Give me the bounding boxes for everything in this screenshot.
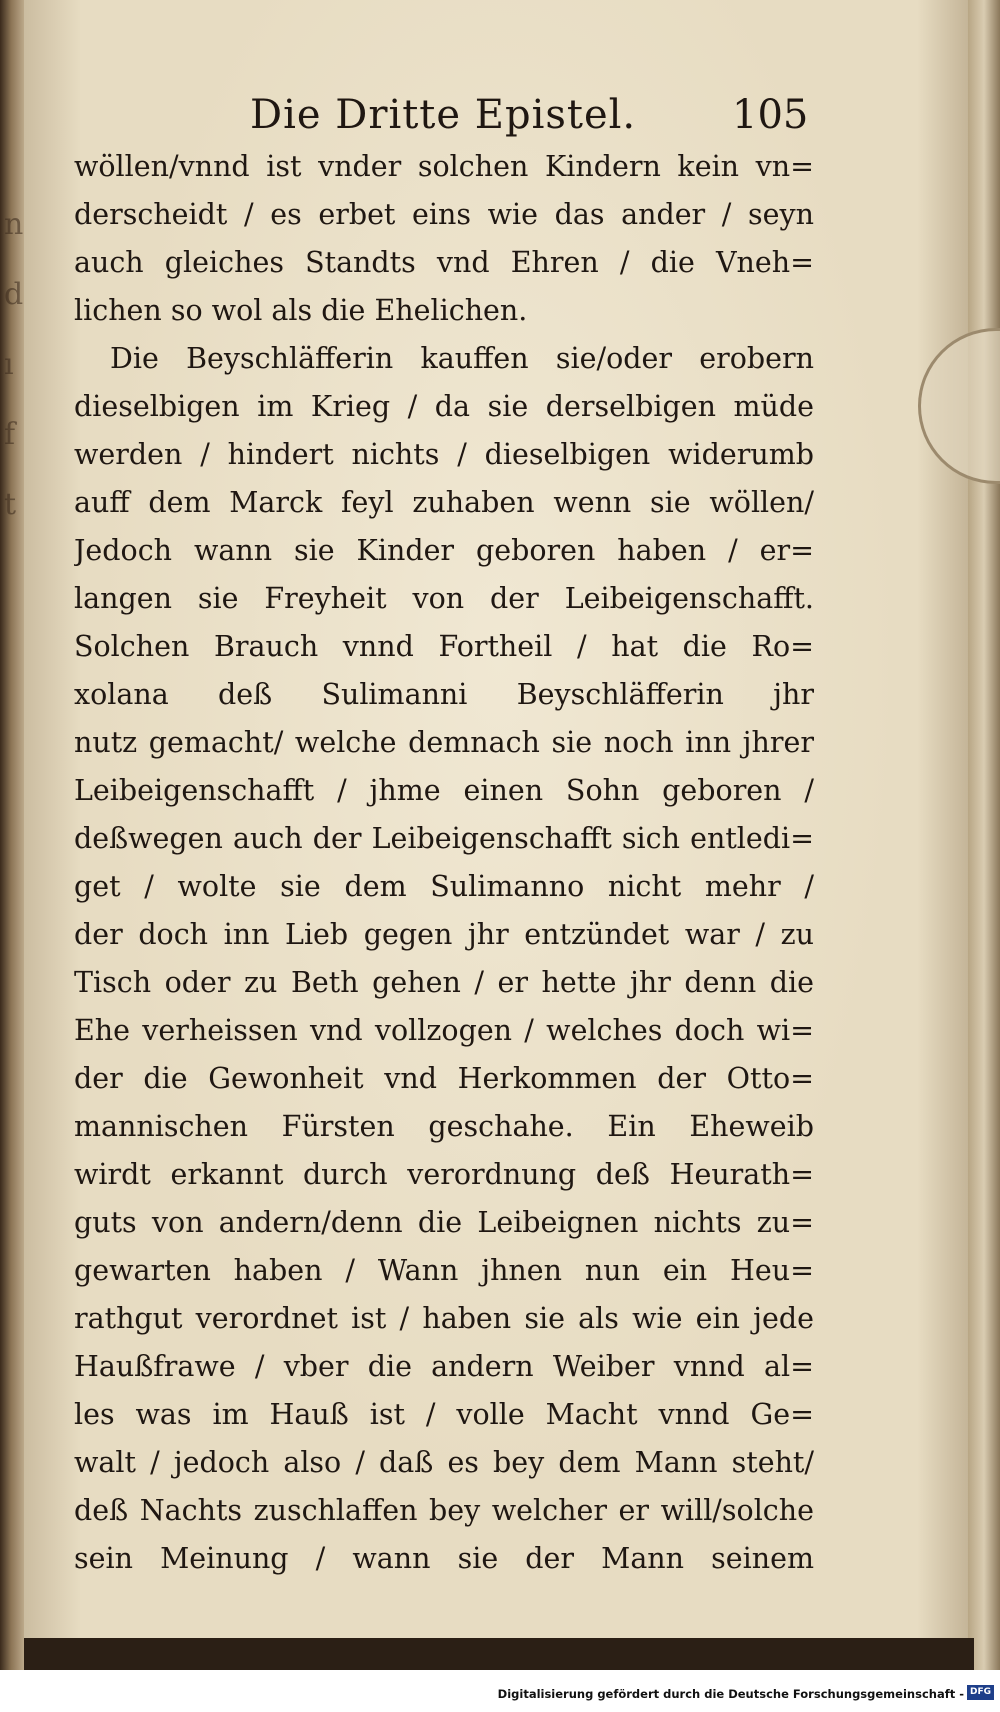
text-line: xolana deß Sulimanni Beyschläfferin jhr <box>74 678 814 711</box>
digitization-footer <box>0 1670 1000 1712</box>
text-line: nutz gemacht/ welche demnach sie noch inn jhrer <box>74 726 814 759</box>
text-line: gewarten haben / Wann jhnen nun ein Heu= <box>74 1254 814 1287</box>
text-line: Tisch oder zu Beth gehen / er hette jhr denn die <box>74 966 814 999</box>
text-line: mannischen Fürsten geschahe. Ein Eheweib <box>74 1110 814 1143</box>
text-line: der doch inn Lieb gegen jhr entzündet war / zu <box>74 918 814 951</box>
text-line: Solchen Brauch vnnd Fortheil / hat die Ro= <box>74 630 814 663</box>
text-line: werden / hindert nichts / dieselbigen widerumb <box>74 438 814 471</box>
text-line: walt / jedoch also / daß es bey dem Mann steht/ <box>74 1446 814 1479</box>
text-line: Die Beyschläfferin kauffen sie/oder erobern <box>110 342 814 375</box>
text-line: guts von andern/denn die Leibeignen nichts zu= <box>74 1206 814 1239</box>
text-line: dieselbigen im Krieg / da sie derselbigen müde <box>74 390 814 423</box>
text-line: langen sie Freyheit von der Leibeigenschafft. <box>74 582 814 615</box>
text-line: wöllen/vnnd ist vnder solchen Kindern kein vn= <box>74 150 814 183</box>
running-head: Die Dritte Epistel. <box>250 92 637 138</box>
text-line: les was im Hauß ist / volle Macht vnnd Ge= <box>74 1398 814 1431</box>
text-line: lichen so wol als die Ehelichen. <box>74 294 528 327</box>
bottom-band <box>24 1638 974 1670</box>
text-line: get / wolte sie dem Sulimanno nicht mehr / <box>74 870 814 903</box>
text-line: Haußfrawe / vber die andern Weiber vnnd al= <box>74 1350 814 1383</box>
text-line: auch gleiches Standts vnd Ehren / die Vneh= <box>74 246 814 279</box>
text-line: der die Gewonheit vnd Herkommen der Otto= <box>74 1062 814 1095</box>
text-line: Jedoch wann sie Kinder geboren haben / er= <box>74 534 814 567</box>
funding-credit: Digitalisierung gefördert durch die Deutsche Forschungsgemeinschaft - <box>497 1687 964 1701</box>
dfg-logo: DFG <box>967 1685 994 1700</box>
text-line: wirdt erkannt durch verordnung deß Heurath= <box>74 1158 814 1191</box>
text-line: auff dem Marck feyl zuhaben wenn sie wöllen/ <box>74 486 814 519</box>
page-number: 105 <box>732 92 809 138</box>
text-line: Leibeigenschafft / jhme einen Sohn geboren / <box>74 774 814 807</box>
text-line: rathgut verordnet ist / haben sie als wie ein jede <box>74 1302 814 1335</box>
left-page-fragments: ndıft <box>4 207 24 522</box>
text-line: Ehe verheissen vnd vollzogen / welches doch wi= <box>74 1014 814 1047</box>
text-line: deßwegen auch der Leibeigenschafft sich entledi= <box>74 822 814 855</box>
body-text <box>74 143 814 1583</box>
page-right-edge <box>968 0 1000 1670</box>
text-line: sein Meinung / wann sie der Mann seinem <box>74 1542 814 1575</box>
text-line: derscheidt / es erbet eins wie das ander / seyn <box>74 198 814 231</box>
text-line: deß Nachts zuschlaffen bey welcher er will/solche <box>74 1494 814 1527</box>
